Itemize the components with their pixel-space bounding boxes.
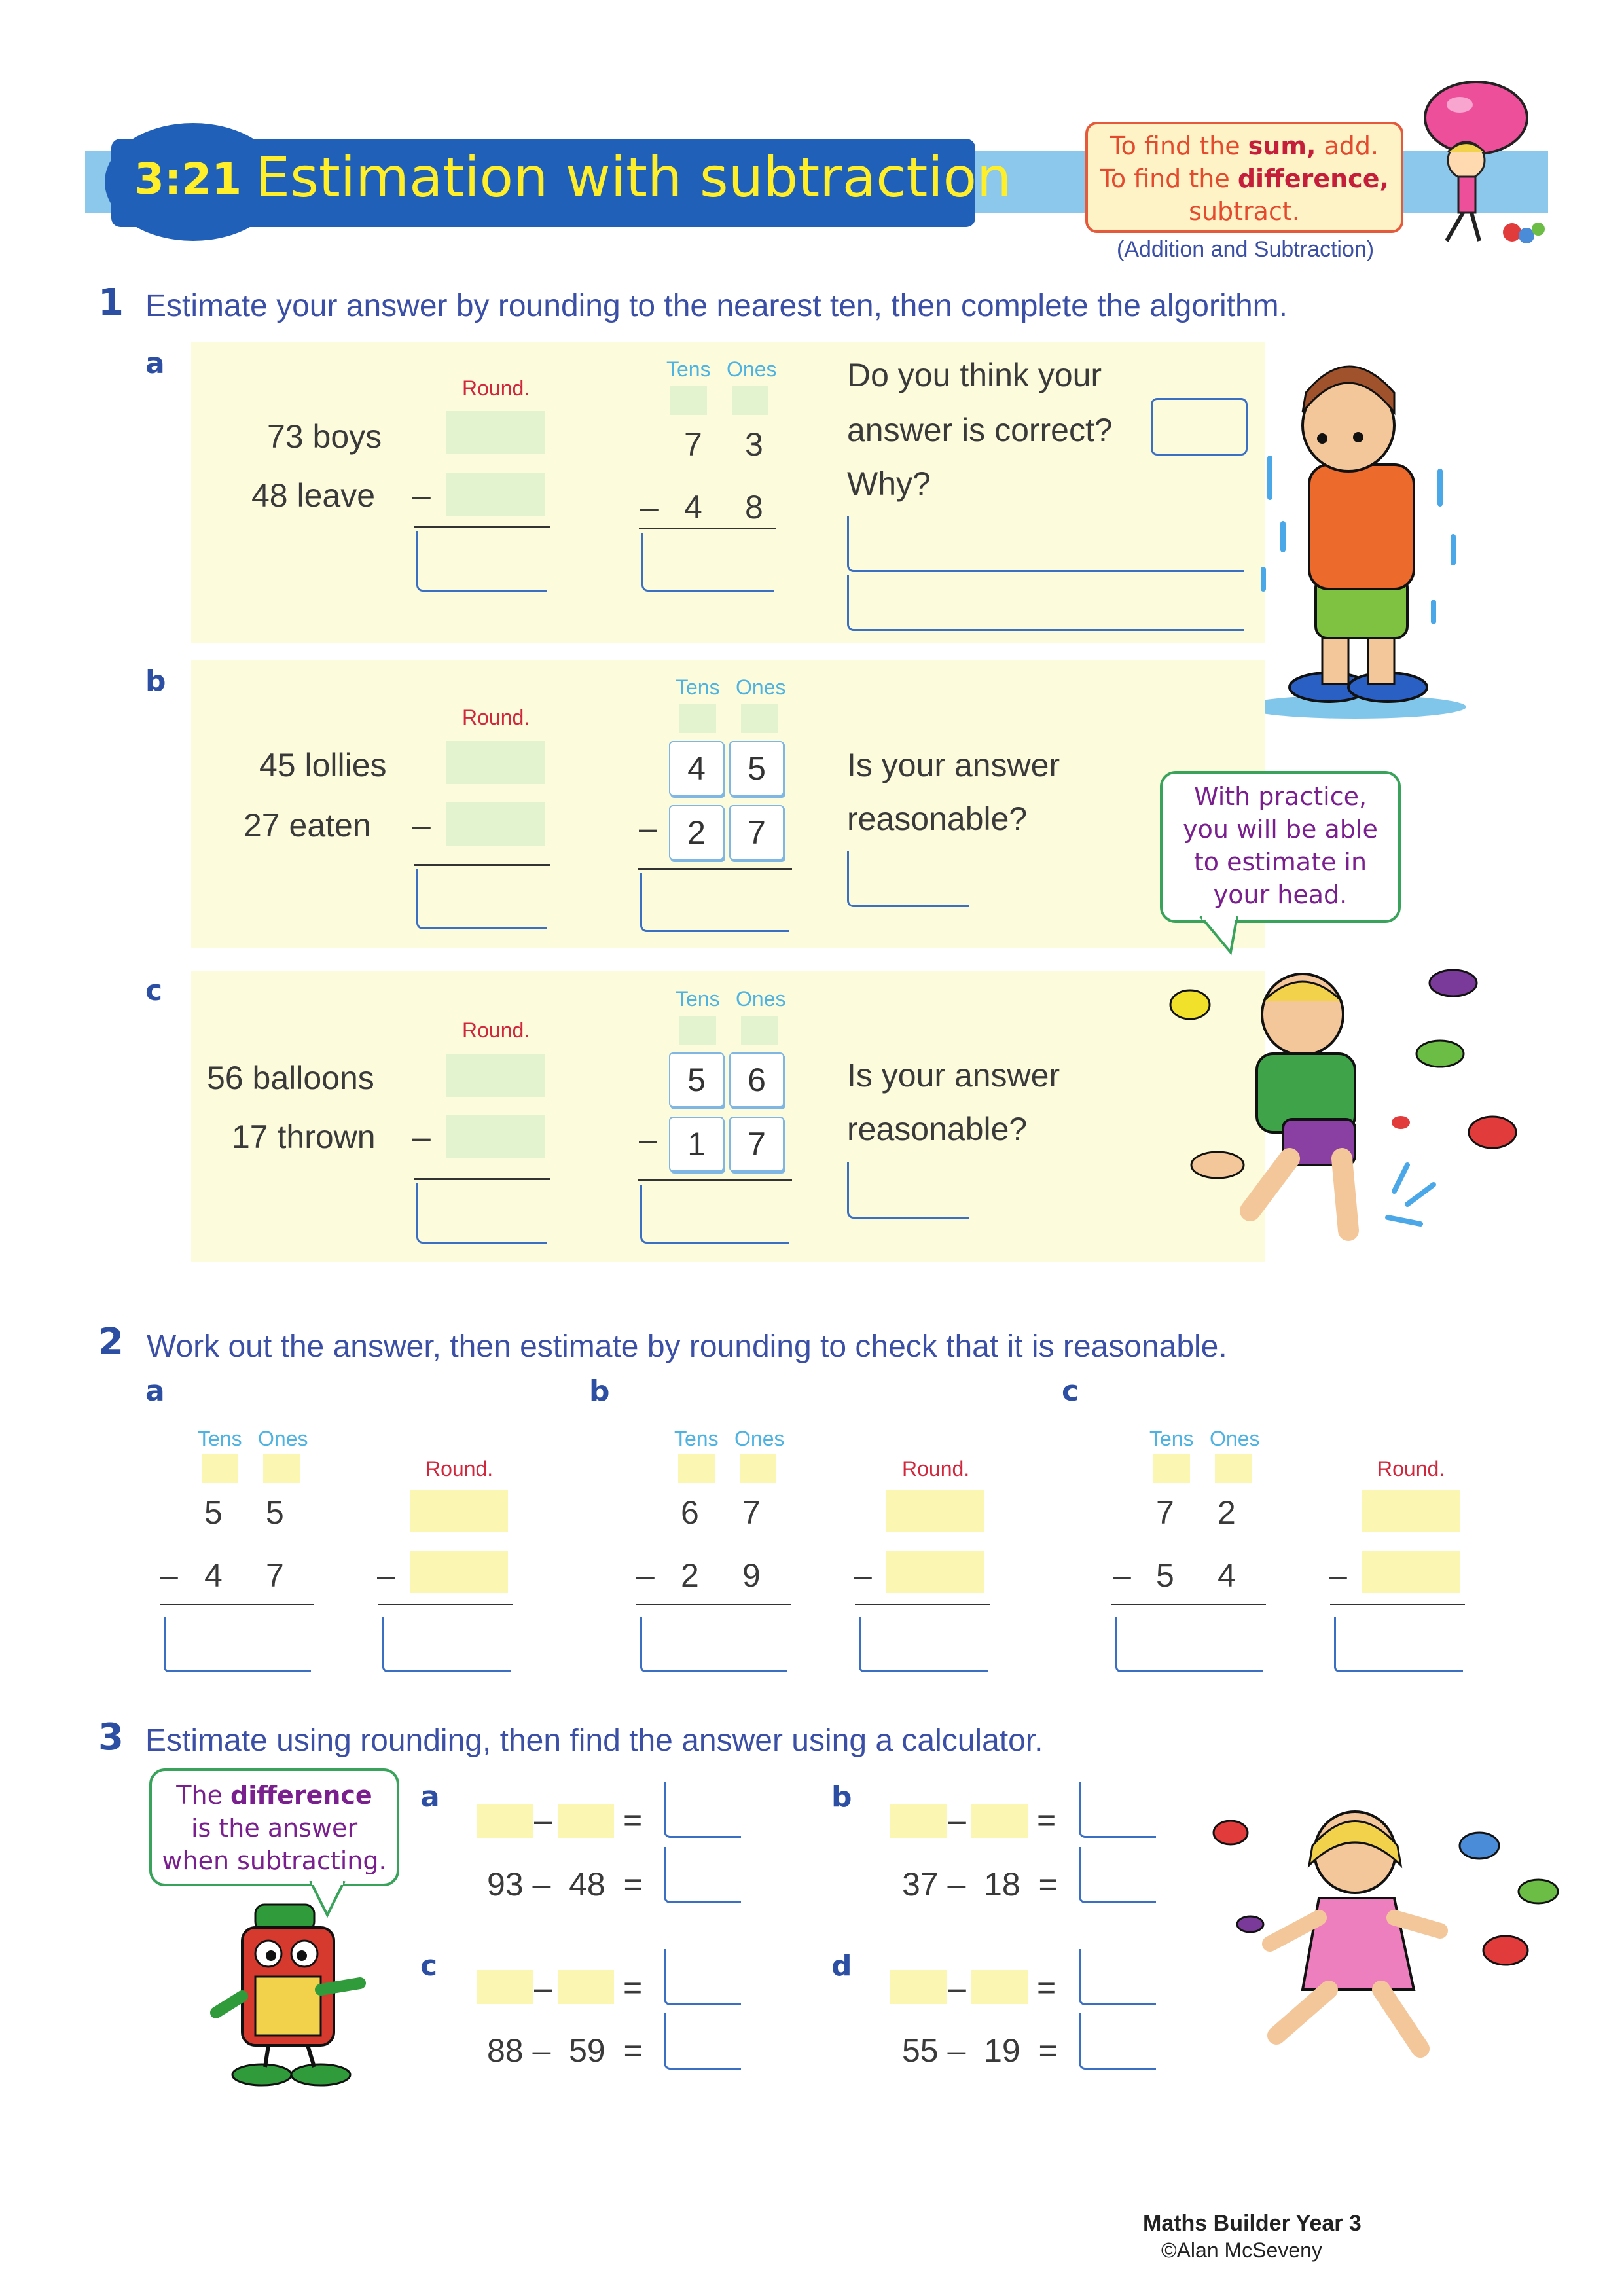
girl-balloon-illustration bbox=[1401, 72, 1551, 249]
answer-rule bbox=[639, 528, 776, 529]
answer-rule bbox=[1330, 1604, 1465, 1605]
minus-sign: – bbox=[640, 489, 659, 526]
ones-label: Ones bbox=[736, 987, 786, 1011]
part-3b-letter: b bbox=[831, 1780, 852, 1814]
tens-label: Tens bbox=[676, 675, 720, 699]
running-girl-illustration bbox=[1204, 1793, 1571, 2068]
calculation-expression: 88 – 59 = bbox=[487, 2032, 643, 2069]
minus-sign: – bbox=[948, 1802, 966, 1839]
reasonable-answer-box[interactable] bbox=[847, 851, 969, 907]
lesson-number: 3:21 bbox=[134, 154, 242, 204]
tens-marker bbox=[670, 386, 707, 415]
ones-marker bbox=[732, 386, 768, 415]
tens-marker bbox=[679, 704, 716, 733]
bottom-tens-digit: 2 bbox=[669, 805, 724, 860]
question-1-instruction: Estimate your answer by rounding to the nearest ten, then complete the algorithm. bbox=[145, 289, 1288, 323]
question-text: reasonable? bbox=[847, 800, 1028, 837]
ones-label: Ones bbox=[736, 675, 786, 699]
top-ones-digit: 5 bbox=[729, 741, 784, 796]
round-label: Round. bbox=[462, 1018, 530, 1042]
round-input-top[interactable] bbox=[446, 411, 545, 454]
calculator-result-box[interactable] bbox=[664, 2013, 741, 2070]
round-input-top[interactable] bbox=[446, 741, 545, 784]
round-input-bottom[interactable] bbox=[446, 1115, 545, 1158]
answer-rule bbox=[1111, 1604, 1266, 1605]
ones-label: Ones bbox=[1210, 1427, 1260, 1450]
bottom-tens-digit: 1 bbox=[669, 1117, 724, 1172]
bubble-text: With practice, bbox=[1193, 782, 1367, 811]
answer-rule bbox=[414, 1178, 550, 1180]
ones-marker bbox=[263, 1454, 300, 1483]
tens-label: Tens bbox=[674, 1427, 719, 1450]
tip-text: To find the bbox=[1110, 132, 1248, 160]
bottom-ones-digit: 7 bbox=[266, 1557, 284, 1594]
word-problem-line1: 73 boys bbox=[267, 418, 382, 455]
round-input-top[interactable] bbox=[446, 1054, 545, 1097]
minus-sign: – bbox=[377, 1557, 395, 1594]
question-3-number: 3 bbox=[98, 1716, 124, 1759]
part-3c-letter: c bbox=[420, 1949, 438, 1982]
bottom-tens-digit: 5 bbox=[1156, 1557, 1174, 1594]
round-input-bottom[interactable] bbox=[410, 1551, 508, 1593]
round-label: Round. bbox=[425, 1457, 494, 1480]
round-label: Round. bbox=[1377, 1457, 1445, 1480]
word-problem-line2: 17 thrown bbox=[232, 1119, 376, 1155]
ones-marker bbox=[741, 704, 778, 733]
word-problem-line1: 45 lollies bbox=[259, 747, 387, 783]
ones-marker bbox=[741, 1016, 778, 1045]
bubble-text: when subtracting. bbox=[162, 1846, 387, 1875]
calculator-result-box[interactable] bbox=[1079, 1847, 1156, 1903]
answer-rule bbox=[414, 526, 550, 528]
estimate-result-box[interactable] bbox=[664, 1949, 741, 2005]
bubble-text: to estimate in bbox=[1193, 848, 1367, 876]
footer-copyright: ©Alan McSeveny bbox=[1161, 2238, 1322, 2262]
tip-box bbox=[1085, 122, 1403, 233]
bottom-tens-digit: 2 bbox=[681, 1557, 699, 1594]
estimate-answer-line[interactable] bbox=[859, 1617, 988, 1672]
tip-text: To find the bbox=[1100, 164, 1238, 193]
minus-sign: – bbox=[639, 1121, 657, 1158]
ones-label: Ones bbox=[734, 1427, 785, 1450]
estimate-input-2[interactable] bbox=[558, 1970, 614, 2004]
equals-sign: = bbox=[623, 1802, 643, 1839]
estimate-input-1[interactable] bbox=[890, 1970, 947, 2004]
bottom-ones-digit: 4 bbox=[1218, 1557, 1236, 1594]
question-text: Why? bbox=[847, 465, 931, 502]
minus-sign: – bbox=[412, 1119, 431, 1155]
bubble-text: is the answer bbox=[190, 1814, 358, 1842]
tip-text: add. bbox=[1316, 132, 1379, 160]
round-input-top[interactable] bbox=[410, 1490, 508, 1532]
bottom-ones-digit: 7 bbox=[729, 1117, 784, 1172]
calculator-result-box[interactable] bbox=[664, 1847, 741, 1903]
estimate-result-box[interactable] bbox=[664, 1782, 741, 1838]
correct-answer-box[interactable] bbox=[1151, 398, 1248, 456]
footer-book-title: Maths Builder Year 3 bbox=[1143, 2211, 1362, 2236]
top-ones-digit: 2 bbox=[1218, 1494, 1236, 1531]
ones-label: Ones bbox=[258, 1427, 308, 1450]
tip-speech-bubble bbox=[1160, 771, 1401, 923]
part-3d-letter: d bbox=[831, 1949, 852, 1982]
round-input-bottom[interactable] bbox=[886, 1551, 984, 1593]
top-tens-digit: 7 bbox=[684, 426, 702, 463]
bottom-ones-digit: 7 bbox=[729, 805, 784, 860]
minus-sign: – bbox=[948, 1969, 966, 2006]
estimate-input-2[interactable] bbox=[971, 1804, 1028, 1838]
tens-label: Tens bbox=[1149, 1427, 1194, 1450]
why-answer-line-2[interactable] bbox=[847, 575, 1244, 631]
estimate-result-box[interactable] bbox=[1079, 1949, 1156, 2005]
top-ones-digit: 7 bbox=[742, 1494, 761, 1531]
estimate-input-2[interactable] bbox=[971, 1970, 1028, 2004]
tens-marker bbox=[678, 1454, 715, 1483]
tip-emphasis-sum: sum, bbox=[1248, 132, 1316, 160]
tens-marker bbox=[679, 1016, 716, 1045]
top-ones-digit: 5 bbox=[266, 1494, 284, 1531]
minus-sign: – bbox=[534, 1969, 552, 2006]
minus-sign: – bbox=[1113, 1557, 1131, 1594]
top-ones-digit: 6 bbox=[729, 1052, 784, 1107]
question-1-number: 1 bbox=[98, 281, 124, 324]
tens-label: Tens bbox=[198, 1427, 242, 1450]
minus-sign: – bbox=[639, 810, 657, 846]
estimate-input-1[interactable] bbox=[477, 1970, 533, 2004]
bottom-tens-digit: 4 bbox=[684, 489, 702, 526]
estimate-result-box[interactable] bbox=[1079, 1782, 1156, 1838]
answer-rule bbox=[855, 1604, 990, 1605]
estimate-answer-box[interactable] bbox=[416, 869, 547, 929]
part-2c-letter: c bbox=[1062, 1374, 1079, 1408]
part-1a-letter: a bbox=[145, 347, 165, 380]
reasonable-answer-box[interactable] bbox=[847, 1162, 969, 1219]
part-3a-letter: a bbox=[420, 1780, 440, 1814]
top-tens-digit: 6 bbox=[681, 1494, 699, 1531]
estimate-input-1[interactable] bbox=[890, 1804, 947, 1838]
top-tens-digit: 7 bbox=[1156, 1494, 1174, 1531]
word-problem-line1: 56 balloons bbox=[207, 1060, 374, 1096]
question-text: Is your answer bbox=[847, 1057, 1060, 1094]
estimate-answer-line[interactable] bbox=[1334, 1617, 1463, 1672]
tens-label: Tens bbox=[676, 987, 720, 1011]
bubble-text: you will be able bbox=[1183, 815, 1378, 844]
equals-sign: = bbox=[1037, 1802, 1056, 1839]
round-input-bottom[interactable] bbox=[446, 473, 545, 516]
tens-marker bbox=[1153, 1454, 1190, 1483]
word-problem-line2: 27 eaten bbox=[244, 807, 371, 844]
estimate-answer-line[interactable] bbox=[382, 1617, 511, 1672]
top-tens-digit: 4 bbox=[669, 741, 724, 796]
question-text: answer is correct? bbox=[847, 412, 1113, 448]
estimate-input-2[interactable] bbox=[558, 1804, 614, 1838]
wet-boy-illustration bbox=[1244, 353, 1479, 720]
bottom-ones-digit: 8 bbox=[745, 489, 763, 526]
calculation-expression: 55 – 19 = bbox=[902, 2032, 1058, 2069]
equals-sign: = bbox=[623, 1969, 643, 2006]
top-tens-digit: 5 bbox=[204, 1494, 223, 1531]
ones-marker bbox=[1215, 1454, 1252, 1483]
round-input-top[interactable] bbox=[1362, 1490, 1460, 1532]
question-2-number: 2 bbox=[98, 1321, 124, 1363]
equals-sign: = bbox=[1037, 1969, 1056, 2006]
part-1b-letter: b bbox=[145, 664, 166, 698]
part-2a-letter: a bbox=[145, 1374, 165, 1408]
bubble-tail bbox=[1198, 916, 1250, 956]
calculation-expression: 37 – 18 = bbox=[902, 1866, 1058, 1903]
round-label: Round. bbox=[462, 376, 530, 400]
ones-label: Ones bbox=[727, 357, 777, 381]
balloon-boy-illustration bbox=[1159, 956, 1551, 1257]
question-2-instruction: Work out the answer, then estimate by rounding to check that it is reasonable. bbox=[147, 1329, 1227, 1364]
answer-rule bbox=[414, 864, 550, 866]
answer-rule bbox=[638, 868, 792, 870]
minus-sign: – bbox=[412, 807, 431, 844]
word-problem-line2: 48 leave bbox=[251, 477, 376, 514]
bubble-emphasis: difference bbox=[230, 1781, 372, 1810]
bubble-text: your head. bbox=[1213, 880, 1348, 909]
work-answer-line[interactable] bbox=[164, 1617, 311, 1672]
minus-sign: – bbox=[854, 1557, 872, 1594]
bottom-ones-digit: 9 bbox=[742, 1557, 761, 1594]
round-input-bottom[interactable] bbox=[1362, 1551, 1460, 1593]
estimate-input-1[interactable] bbox=[477, 1804, 533, 1838]
answer-rule bbox=[378, 1604, 513, 1605]
minus-sign: – bbox=[160, 1557, 178, 1594]
work-answer-line[interactable] bbox=[640, 1617, 787, 1672]
calculator-character-illustration bbox=[190, 1898, 386, 2094]
part-1c-letter: c bbox=[145, 974, 163, 1007]
calculation-expression: 93 – 48 = bbox=[487, 1866, 643, 1903]
minus-sign: – bbox=[636, 1557, 655, 1594]
tip-text: subtract. bbox=[1189, 197, 1300, 226]
algorithm-answer-box[interactable] bbox=[640, 873, 789, 932]
why-answer-line-1[interactable] bbox=[847, 516, 1244, 572]
part-2b-letter: b bbox=[589, 1374, 610, 1408]
question-text: reasonable? bbox=[847, 1111, 1028, 1147]
answer-rule bbox=[638, 1179, 792, 1181]
top-ones-digit: 3 bbox=[745, 426, 763, 463]
work-answer-line[interactable] bbox=[1115, 1617, 1263, 1672]
tip-emphasis-difference: difference, bbox=[1237, 164, 1389, 193]
answer-rule bbox=[636, 1604, 791, 1605]
top-tens-digit: 5 bbox=[669, 1052, 724, 1107]
estimate-answer-box[interactable] bbox=[416, 531, 547, 592]
difference-speech-bubble bbox=[149, 1768, 399, 1886]
round-input-top[interactable] bbox=[886, 1490, 984, 1532]
minus-sign: – bbox=[412, 477, 431, 514]
bottom-tens-digit: 4 bbox=[204, 1557, 223, 1594]
minus-sign: – bbox=[534, 1802, 552, 1839]
question-text: Do you think your bbox=[847, 357, 1102, 393]
round-label: Round. bbox=[902, 1457, 970, 1480]
question-3-instruction: Estimate using rounding, then find the answer using a calculator. bbox=[145, 1723, 1043, 1758]
estimate-answer-box[interactable] bbox=[416, 1183, 547, 1244]
tip-reference: (Addition and Subtraction) bbox=[1117, 237, 1375, 262]
bubble-text: The bbox=[176, 1781, 231, 1810]
algorithm-answer-box[interactable] bbox=[641, 533, 774, 592]
algorithm-answer-box[interactable] bbox=[640, 1185, 789, 1244]
tens-label: Tens bbox=[666, 357, 711, 381]
calculator-result-box[interactable] bbox=[1079, 2013, 1156, 2070]
ones-marker bbox=[740, 1454, 776, 1483]
round-label: Round. bbox=[462, 706, 530, 729]
tens-marker bbox=[202, 1454, 238, 1483]
question-text: Is your answer bbox=[847, 747, 1060, 783]
answer-rule bbox=[160, 1604, 314, 1605]
round-input-bottom[interactable] bbox=[446, 802, 545, 846]
minus-sign: – bbox=[1329, 1557, 1347, 1594]
page-title: Estimation with subtraction bbox=[255, 145, 1012, 209]
